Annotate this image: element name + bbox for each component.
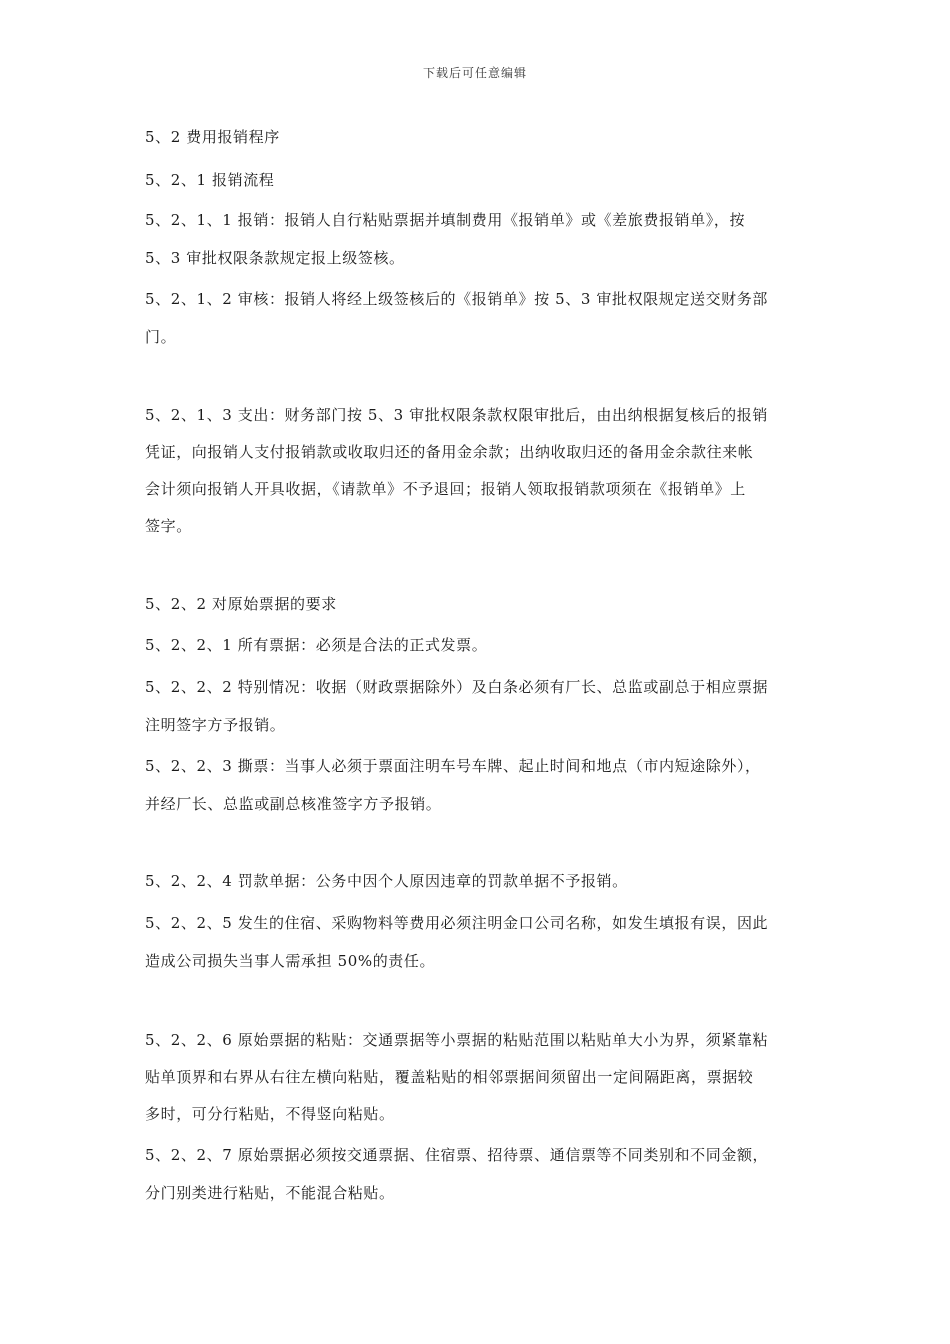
subsection-heading: 5、2、2 对原始票据的要求 xyxy=(145,595,337,613)
paragraph-line: 5、2、2、5 发生的住宿、采购物料等费用必须注明金口公司名称，如发生填报有误，因此 xyxy=(145,914,769,932)
paragraph-line: 5、2、1、2 审核：报销人将经上级签核后的《报销单》按 5、3 审批权限规定送交财务部 xyxy=(145,290,768,308)
paragraph-line: 5、3 审批权限条款规定报上级签核。 xyxy=(145,249,405,267)
paragraph-line: 门。 xyxy=(145,328,177,346)
paragraph-line: 5、2、2、4 罚款单据：公务中因个人原因违章的罚款单据不予报销。 xyxy=(145,872,628,890)
paragraph-line: 会计须向报销人开具收据，《请款单》不予退回；报销人领取报销款项须在《报销单》上 xyxy=(145,480,746,498)
paragraph-line: 5、2、1、1 报销：报销人自行粘贴票据并填制费用《报销单》或《差旅费报销单》，按 xyxy=(145,211,746,229)
paragraph-line: 凭证，向报销人支付报销款或收取归还的备用金余款；出纳收取归还的备用金余款往来帐 xyxy=(145,443,754,461)
paragraph-line: 并经厂长、总监或副总核准签字方予报销。 xyxy=(145,795,442,813)
paragraph-line: 5、2、2、2 特别情况：收据（财政票据除外）及白条必须有厂长、总监或副总于相应票据 xyxy=(145,678,769,696)
paragraph-line: 5、2、1、3 支出：财务部门按 5、3 审批权限条款权限审批后，由出纳根据复核后的报销 xyxy=(145,406,768,424)
paragraph-line: 分门别类进行粘贴，不能混合粘贴。 xyxy=(145,1184,395,1202)
section-heading: 5、2 费用报销程序 xyxy=(145,128,280,146)
page-header: 下载后可任意编辑 xyxy=(422,66,527,80)
paragraph-line: 贴单顶界和右界从右往左横向粘贴，覆盖粘贴的相邻票据间须留出一定间隔距离，票据较 xyxy=(145,1068,754,1086)
paragraph-line: 5、2、2、6 原始票据的粘贴：交通票据等小票据的粘贴范围以粘贴单大小为界，须紧靠粘 xyxy=(145,1031,769,1049)
paragraph-line: 签字。 xyxy=(145,517,192,535)
paragraph-line: 多时，可分行粘贴，不得竖向粘贴。 xyxy=(145,1105,395,1123)
paragraph-line: 5、2、2、3 撕票：当事人必须于票面注明车号车牌、起止时间和地点（市内短途除外）， xyxy=(145,757,761,775)
paragraph-line: 造成公司损失当事人需承担 50%的责任。 xyxy=(145,952,436,970)
paragraph-line: 注明签字方予报销。 xyxy=(145,716,286,734)
subsection-heading: 5、2、1 报销流程 xyxy=(145,171,275,189)
paragraph-line: 5、2、2、1 所有票据：必须是合法的正式发票。 xyxy=(145,636,488,654)
paragraph-line: 5、2、2、7 原始票据必须按交通票据、住宿票、招待票、通信票等不同类别和不同金额， xyxy=(145,1146,769,1164)
